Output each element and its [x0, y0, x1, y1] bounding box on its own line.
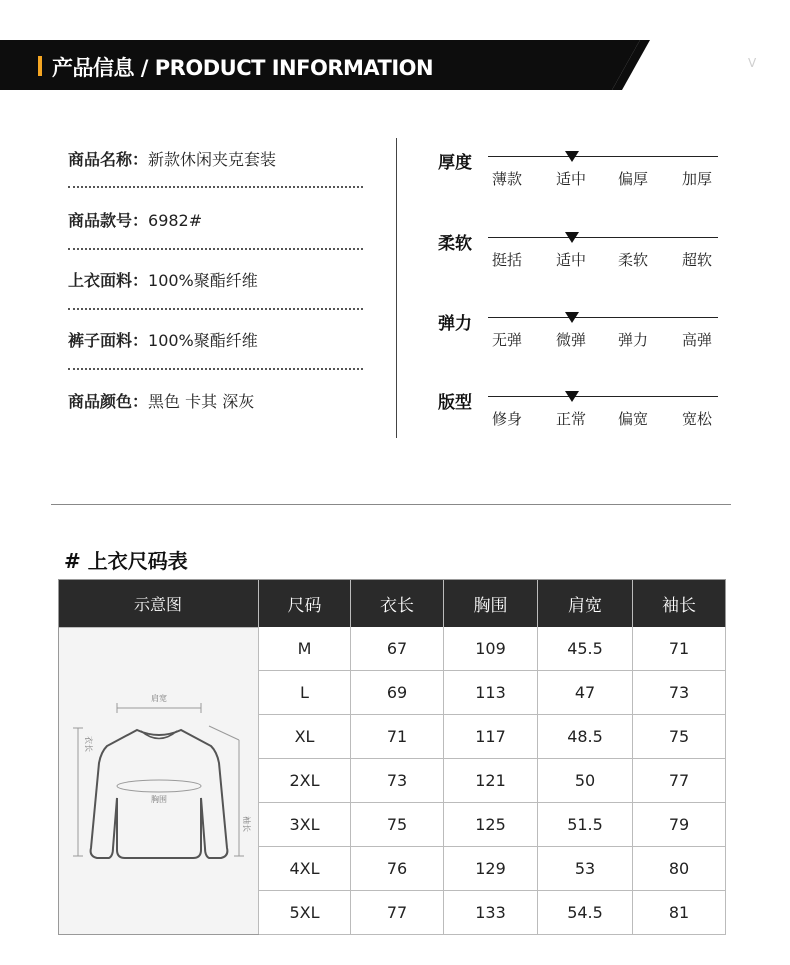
vertical-divider [396, 138, 397, 438]
info-label: 上衣面料： [68, 271, 149, 290]
size-cell: 4XL [259, 847, 351, 891]
measure-cell: 51.5 [538, 803, 633, 847]
measure-cell: 109 [444, 627, 538, 671]
size-table [58, 579, 726, 935]
info-row [68, 147, 363, 170]
measure-cell: 77 [351, 891, 444, 935]
header-shoulder: 肩宽 [538, 579, 633, 627]
measure-cell: 133 [444, 891, 538, 935]
scale-option: 高弹 [682, 331, 713, 349]
sweater-diagram-icon [59, 628, 260, 936]
info-value: 6982# [148, 211, 203, 230]
measure-cell: 73 [351, 759, 444, 803]
scale-marker-icon [565, 391, 579, 402]
header-sleeve: 袖长 [633, 579, 726, 627]
size-cell: 3XL [259, 803, 351, 847]
header-size: 尺码 [259, 579, 351, 627]
scale-label: 弹力 [438, 314, 472, 334]
measure-cell: 79 [633, 803, 726, 847]
scale-marker-icon [565, 151, 579, 162]
scale-label: 版型 [438, 393, 472, 413]
info-row [68, 328, 363, 351]
measure-cell: 75 [633, 715, 726, 759]
size-cell: XL [259, 715, 351, 759]
measure-cell: 53 [538, 847, 633, 891]
measure-cell: 80 [633, 847, 726, 891]
corner-mark: V [748, 56, 757, 70]
diagram-length-label: 衣长 [84, 736, 93, 752]
measure-cell: 67 [351, 627, 444, 671]
scale-line [488, 156, 718, 157]
scale-line [488, 317, 718, 318]
measure-cell: 54.5 [538, 891, 633, 935]
header-length: 衣长 [351, 579, 444, 627]
size-cell: 5XL [259, 891, 351, 935]
scale-marker-icon [565, 232, 579, 243]
measure-cell: 117 [444, 715, 538, 759]
info-value: 黑色 卡其 深灰 [148, 392, 255, 411]
scale-option: 薄款 [492, 170, 523, 188]
measure-cell: 47 [538, 671, 633, 715]
dotted-separator [68, 248, 363, 250]
header-diagram: 示意图 [58, 579, 259, 627]
measure-cell: 121 [444, 759, 538, 803]
info-label: 裤子面料： [68, 331, 149, 350]
scale-option: 偏宽 [618, 410, 649, 428]
info-label: 商品名称： [68, 150, 149, 169]
measure-cell: 48.5 [538, 715, 633, 759]
scale-option: 加厚 [682, 170, 713, 188]
info-value: 100%聚酯纤维 [148, 331, 258, 350]
garment-diagram-cell [58, 627, 259, 935]
measure-cell: 75 [351, 803, 444, 847]
measure-cell: 77 [633, 759, 726, 803]
scale-option: 适中 [556, 251, 587, 269]
measure-cell: 71 [633, 627, 726, 671]
scale-option: 修身 [492, 410, 523, 428]
dotted-separator [68, 186, 363, 188]
measure-cell: 113 [444, 671, 538, 715]
info-label: 商品颜色： [68, 392, 149, 411]
info-row [68, 208, 363, 231]
info-value: 100%聚酯纤维 [148, 271, 258, 290]
size-cell: L [259, 671, 351, 715]
measure-cell: 76 [351, 847, 444, 891]
info-row [68, 268, 363, 291]
scale-option: 偏厚 [618, 170, 649, 188]
scale-option: 微弹 [556, 331, 587, 349]
scale-option: 挺括 [492, 251, 523, 269]
scale-option: 宽松 [682, 410, 713, 428]
size-chart-title: # 上衣尺码表 [64, 549, 188, 573]
diagram-chest-label: 胸围 [151, 795, 167, 804]
diagram-sleeve-label: 袖长 [242, 816, 251, 832]
header-banner [0, 40, 790, 90]
dotted-separator [68, 308, 363, 310]
measure-cell: 50 [538, 759, 633, 803]
banner-slash-decoration [0, 40, 790, 90]
measure-cell: 69 [351, 671, 444, 715]
diagram-shoulder-label: 肩宽 [151, 694, 167, 703]
header-chest: 胸围 [444, 579, 538, 627]
info-value: 新款休闲夹克套装 [148, 150, 277, 169]
scale-option: 无弹 [492, 331, 523, 349]
measure-cell: 129 [444, 847, 538, 891]
scale-option: 正常 [556, 410, 587, 428]
measure-cell: 71 [351, 715, 444, 759]
page-title: 产品信息 / PRODUCT INFORMATION [52, 56, 434, 80]
measure-cell: 81 [633, 891, 726, 935]
measure-cell: 125 [444, 803, 538, 847]
size-cell: M [259, 627, 351, 671]
scale-line [488, 396, 718, 397]
dotted-separator [68, 368, 363, 370]
measure-cell: 45.5 [538, 627, 633, 671]
scale-label: 厚度 [438, 153, 472, 173]
scale-option: 超软 [682, 251, 713, 269]
section-divider [51, 504, 731, 505]
measure-cell: 73 [633, 671, 726, 715]
scale-option: 弹力 [618, 331, 649, 349]
info-row [68, 389, 363, 412]
scale-option: 适中 [556, 170, 587, 188]
scale-line [488, 237, 718, 238]
scale-marker-icon [565, 312, 579, 323]
scale-label: 柔软 [438, 234, 472, 254]
scale-option: 柔软 [618, 251, 649, 269]
size-cell: 2XL [259, 759, 351, 803]
info-label: 商品款号： [68, 211, 149, 230]
